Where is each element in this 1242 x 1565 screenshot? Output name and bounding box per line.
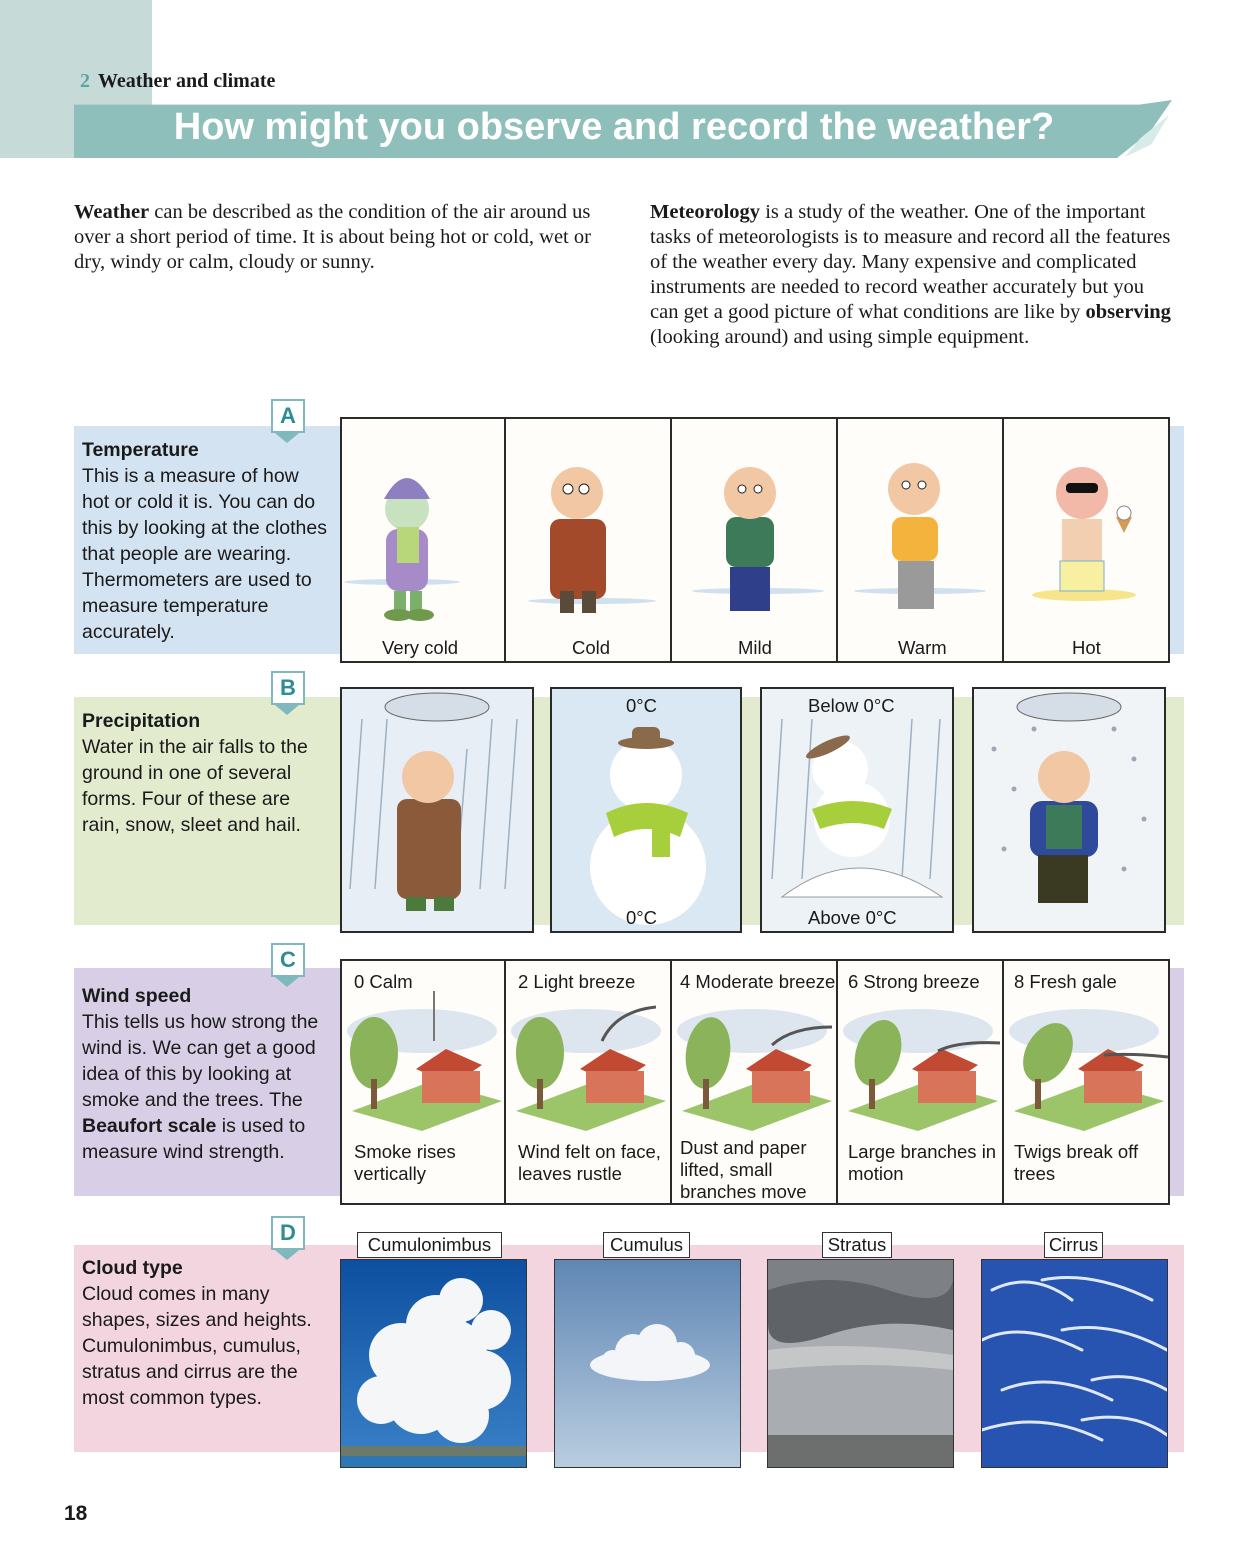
photo-cumulus (554, 1259, 741, 1468)
cloud-text: Cloud comes in many shapes, sizes and heights. Cumulonimbus, cumulus, stratus and cirrus are the most common types. (82, 1283, 312, 1409)
cirrus-image (982, 1260, 1167, 1467)
person-hot-illustration (1004, 419, 1168, 661)
person-very-cold-illustration (342, 419, 504, 661)
term-meteorology: Meteorology (650, 201, 761, 223)
chapter-title: Weather and climate (98, 70, 276, 92)
page-title: How might you observe and record the weather? (173, 106, 1055, 148)
temperature-label-mild: Mild (738, 637, 772, 658)
intro-weather (74, 200, 594, 275)
temperature-heading: Temperature (82, 439, 199, 461)
term-beaufort-scale: Beaufort scale (82, 1115, 217, 1137)
rain-illustration (342, 689, 532, 931)
wind-caption-0: Smoke rises vertically (354, 1141, 456, 1184)
temperature-label-hot: Hot (1072, 637, 1101, 658)
temperature-label-warm: Warm (898, 637, 947, 658)
sleet-temp-bottom: Above 0°C (808, 907, 897, 928)
photo-stratus (767, 1259, 954, 1468)
wind-caption-4: Dust and paper lifted, small branches move (680, 1137, 807, 1202)
temperature-panel-mild (670, 417, 838, 663)
precipitation-panel-rain (340, 687, 534, 933)
precipitation-panel-sleet (760, 687, 954, 933)
temperature-label-cold: Cold (572, 637, 611, 658)
wind-panel-8 (1002, 959, 1170, 1205)
wind-panel-0 (340, 959, 506, 1205)
wind-text-2: is used to measure wind strength. (82, 1115, 306, 1163)
temperature-panel-hot (1002, 417, 1170, 663)
person-cold-illustration (506, 419, 670, 661)
term-weather: Weather (74, 201, 150, 223)
temperature-label-very-cold: Very cold (382, 637, 459, 658)
sleet-illustration (762, 689, 952, 931)
cloud-label-cumulonimbus: Cumulonimbus (357, 1232, 502, 1258)
wind-title-6: 6 Strong breeze (848, 971, 980, 992)
temperature-panel-warm (836, 417, 1004, 663)
wind-title-8: 8 Fresh gale (1014, 971, 1117, 992)
precipitation-panel-hail (972, 687, 1166, 933)
wind-caption-6: Large branches in motion (848, 1141, 997, 1184)
precipitation-description (82, 708, 327, 838)
sleet-temp-top: Below 0°C (808, 695, 895, 716)
wind-caption-2: Wind felt on face, leaves rustle (518, 1141, 661, 1184)
stratus-image (768, 1260, 953, 1467)
photo-cirrus (981, 1259, 1168, 1468)
wind-heading: Wind speed (82, 985, 192, 1007)
cloud-heading: Cloud type (82, 1257, 183, 1279)
photo-cumulonimbus (340, 1259, 527, 1468)
term-observing: observing (1085, 301, 1171, 323)
wind-title-2: 2 Light breeze (518, 971, 636, 992)
temperature-text: This is a measure of how hot or cold it is. You can do this by looking at the clothes that people are wearing. Thermometers are used to measure temperature accurately. (82, 465, 327, 643)
temperature-panel-very-cold (340, 417, 506, 663)
page-number: 18 (64, 1502, 88, 1525)
person-mild-illustration (672, 419, 836, 661)
intro-meteorology (650, 200, 1175, 350)
intro-weather-text: can be described as the condition of the air around us over a short period of time. It is about being hot or cold, wet or dry, windy or calm, cloudy or sunny. (74, 201, 591, 273)
intro-meteorology-text-2: (looking around) and using simple equipment. (650, 326, 1030, 348)
temperature-panel-cold (504, 417, 672, 663)
badge-c: C (271, 943, 305, 977)
cloud-label-cumulus: Cumulus (603, 1232, 690, 1258)
temperature-description (82, 437, 327, 645)
snow-temp-top: 0°C (626, 695, 658, 716)
badge-b: B (271, 671, 305, 705)
wind-title-0: 0 Calm (354, 971, 413, 992)
wind-text-1: This tells us how strong the wind is. We can get a good idea of this by looking at smoke and the trees. The (82, 1011, 319, 1111)
precipitation-text: Water in the air falls to the ground in one of several forms. Four of these are rain, snow, sleet and hail. (82, 736, 308, 836)
precipitation-panel-snow (550, 687, 742, 933)
wind-panel-2 (504, 959, 672, 1205)
cloud-label-cirrus: Cirrus (1044, 1232, 1103, 1258)
wind-description (82, 983, 327, 1165)
chapter-number: 2 (80, 70, 90, 92)
cloud-description (82, 1255, 327, 1411)
cloud-label-stratus: Stratus (822, 1232, 892, 1258)
wind-title-4: 4 Moderate breeze (680, 971, 836, 992)
precipitation-heading: Precipitation (82, 710, 201, 732)
hail-illustration (974, 689, 1164, 931)
cumulus-image (555, 1260, 740, 1467)
wind-caption-8: Twigs break off trees (1014, 1141, 1139, 1184)
intro-meteorology-text-1: is a study of the weather. One of the important tasks of meteorologists is to measure and record all the features of the weather every day. Many expensive and complicated instruments are needed to record weather accurately but you can get a good picture of what conditions are like by (650, 201, 1171, 323)
wind-panel-4 (670, 959, 838, 1205)
cumulonimbus-image (341, 1260, 526, 1467)
snow-illustration (552, 689, 740, 931)
snow-temp-bottom: 0°C (626, 907, 658, 928)
chapter-header (80, 70, 275, 93)
badge-a: A (271, 399, 305, 433)
wind-panel-6 (836, 959, 1004, 1205)
person-warm-illustration (838, 419, 1002, 661)
badge-d: D (271, 1216, 305, 1250)
